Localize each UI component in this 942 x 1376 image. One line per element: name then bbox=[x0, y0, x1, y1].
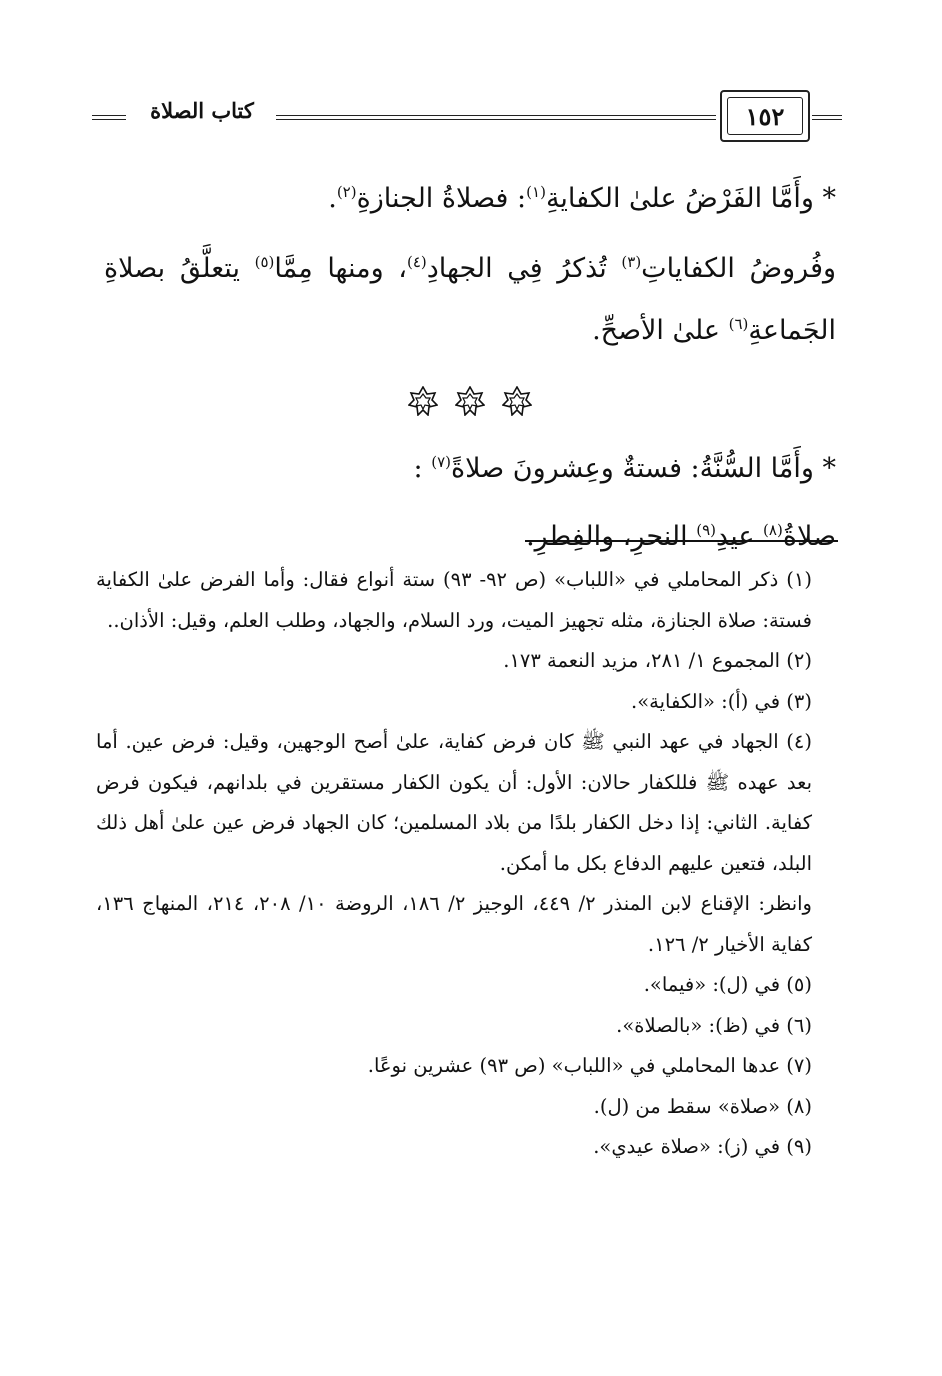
footnote-ref[interactable]: (٦) bbox=[728, 315, 749, 333]
footnote-6: (٦) في (ظ): «بالصلاة». bbox=[616, 1013, 812, 1037]
text-run: ، ومنها مِمَّا bbox=[274, 253, 407, 284]
text-run: صلاةُ bbox=[782, 521, 836, 552]
paragraph-furud-kifayat bbox=[104, 238, 836, 362]
header-rule-left bbox=[92, 115, 126, 120]
text-run: * وأَمَّا السُّنَّةُ: فستةٌ وعِشرونَ صلاةً bbox=[451, 453, 836, 484]
main-text bbox=[104, 168, 836, 568]
paragraph-eid-prayer bbox=[104, 506, 836, 568]
star-ornament-icon bbox=[455, 386, 485, 416]
text-run: : bbox=[413, 453, 432, 484]
footnote-ref[interactable]: (٣) bbox=[621, 253, 642, 271]
page-number: ١٥٢ bbox=[727, 97, 803, 135]
text-run: النحرِ، والفِطرِ. bbox=[526, 521, 697, 552]
text-run: عيدِ bbox=[716, 521, 764, 552]
text-run: وفُروضُ الكفاياتِ bbox=[641, 253, 837, 284]
paragraph-fard-kifaya bbox=[104, 168, 836, 230]
footnote-ref[interactable]: (١) bbox=[526, 183, 546, 201]
section-divider bbox=[104, 362, 836, 438]
footnote-1: (١) ذكر المحاملي في «اللباب» (ص ٩٢- ٩٣) ستة أنواع فقال: وأما الفرض علىٰ الكفاية فستة: صلاة الجنازة، مثله تجهيز الميت، ورد السلام، والجهاد، وطلب العلم، وقيل: الأذان.. bbox=[96, 568, 812, 632]
footnote-ref[interactable]: (٥) bbox=[254, 253, 275, 271]
footnote-8: (٨) «صلاة» سقط من (ل). bbox=[593, 1094, 812, 1118]
footnote-ref[interactable]: (٧) bbox=[431, 453, 452, 471]
header-rule-right bbox=[812, 115, 842, 120]
footnote-4: (٤) الجهاد في عهد النبي ﷺ كان فرض كفاية، علىٰ أصح الوجهين، وقيل: فرض عين. أما بعد عهده ﷺ فللكفار حالان: الأول: أن يكون الكفار مستقرين في بلدانهم، فيكون فرض كفاية. الثاني: إذا دخل الكفار بلدًا من بلاد المسلمين؛ كان الجهاد فرض عين علىٰ أهل ذلك البلد، فتعين عليهم الدفاع بكل ما أمكن. bbox=[96, 730, 812, 875]
footnote-5: (٥) في (ل): «فيما». bbox=[643, 973, 812, 996]
text-run: . bbox=[328, 183, 337, 214]
footnote-9: (٩) في (ز): «صلاة عيدي». bbox=[593, 1135, 812, 1158]
footnote-ref[interactable]: (٤) bbox=[407, 253, 427, 271]
footnote-ref[interactable]: (٢) bbox=[336, 183, 357, 201]
paragraph-sunnah bbox=[104, 438, 836, 500]
header-rule-middle bbox=[276, 115, 716, 120]
text-run: علىٰ الأصحِّ. bbox=[592, 315, 729, 346]
running-header bbox=[92, 84, 842, 154]
text-run: يتعلَّقُ بصلاةِ الجَماعةِ bbox=[104, 253, 836, 346]
footnote-2: (٢) المجموع ١/ ٢٨١، مزيد النعمة ١٧٣. bbox=[503, 649, 812, 672]
footnotes bbox=[96, 560, 838, 1168]
footnote-3: (٣) في (أ): «الكفاية». bbox=[631, 689, 812, 713]
footnote-7: (٧) عدها المحاملي في «اللباب» (ص ٩٣) عشرين نوعًا. bbox=[367, 1054, 812, 1077]
text-run: : فصلاةُ الجنازةِ bbox=[356, 183, 527, 214]
footnote-separator bbox=[525, 540, 838, 542]
text-run: * وأَمَّا الفَرْضُ علىٰ الكفايةِ bbox=[545, 183, 836, 214]
footnote-4-references: وانظر: الإقناع لابن المنذر ٢/ ٤٤٩، الوجيز ٢/ ١٨٦، الروضة ١٠/ ٢٠٨، ٢١٤، المنهاج ١٣٦، كفاية الأخيار ٢/ ١٢٦. bbox=[96, 892, 812, 956]
page-number-frame bbox=[720, 90, 810, 142]
footnote-ref[interactable]: (٨) bbox=[763, 521, 783, 539]
footnote-ref[interactable]: (٩) bbox=[696, 521, 717, 539]
book-title: كتاب الصلاة bbox=[150, 98, 254, 123]
star-ornament-icon bbox=[502, 386, 532, 416]
text-run: تُذكرُ فِي الجهادِ bbox=[426, 253, 622, 284]
star-ornament-icon bbox=[408, 386, 438, 416]
